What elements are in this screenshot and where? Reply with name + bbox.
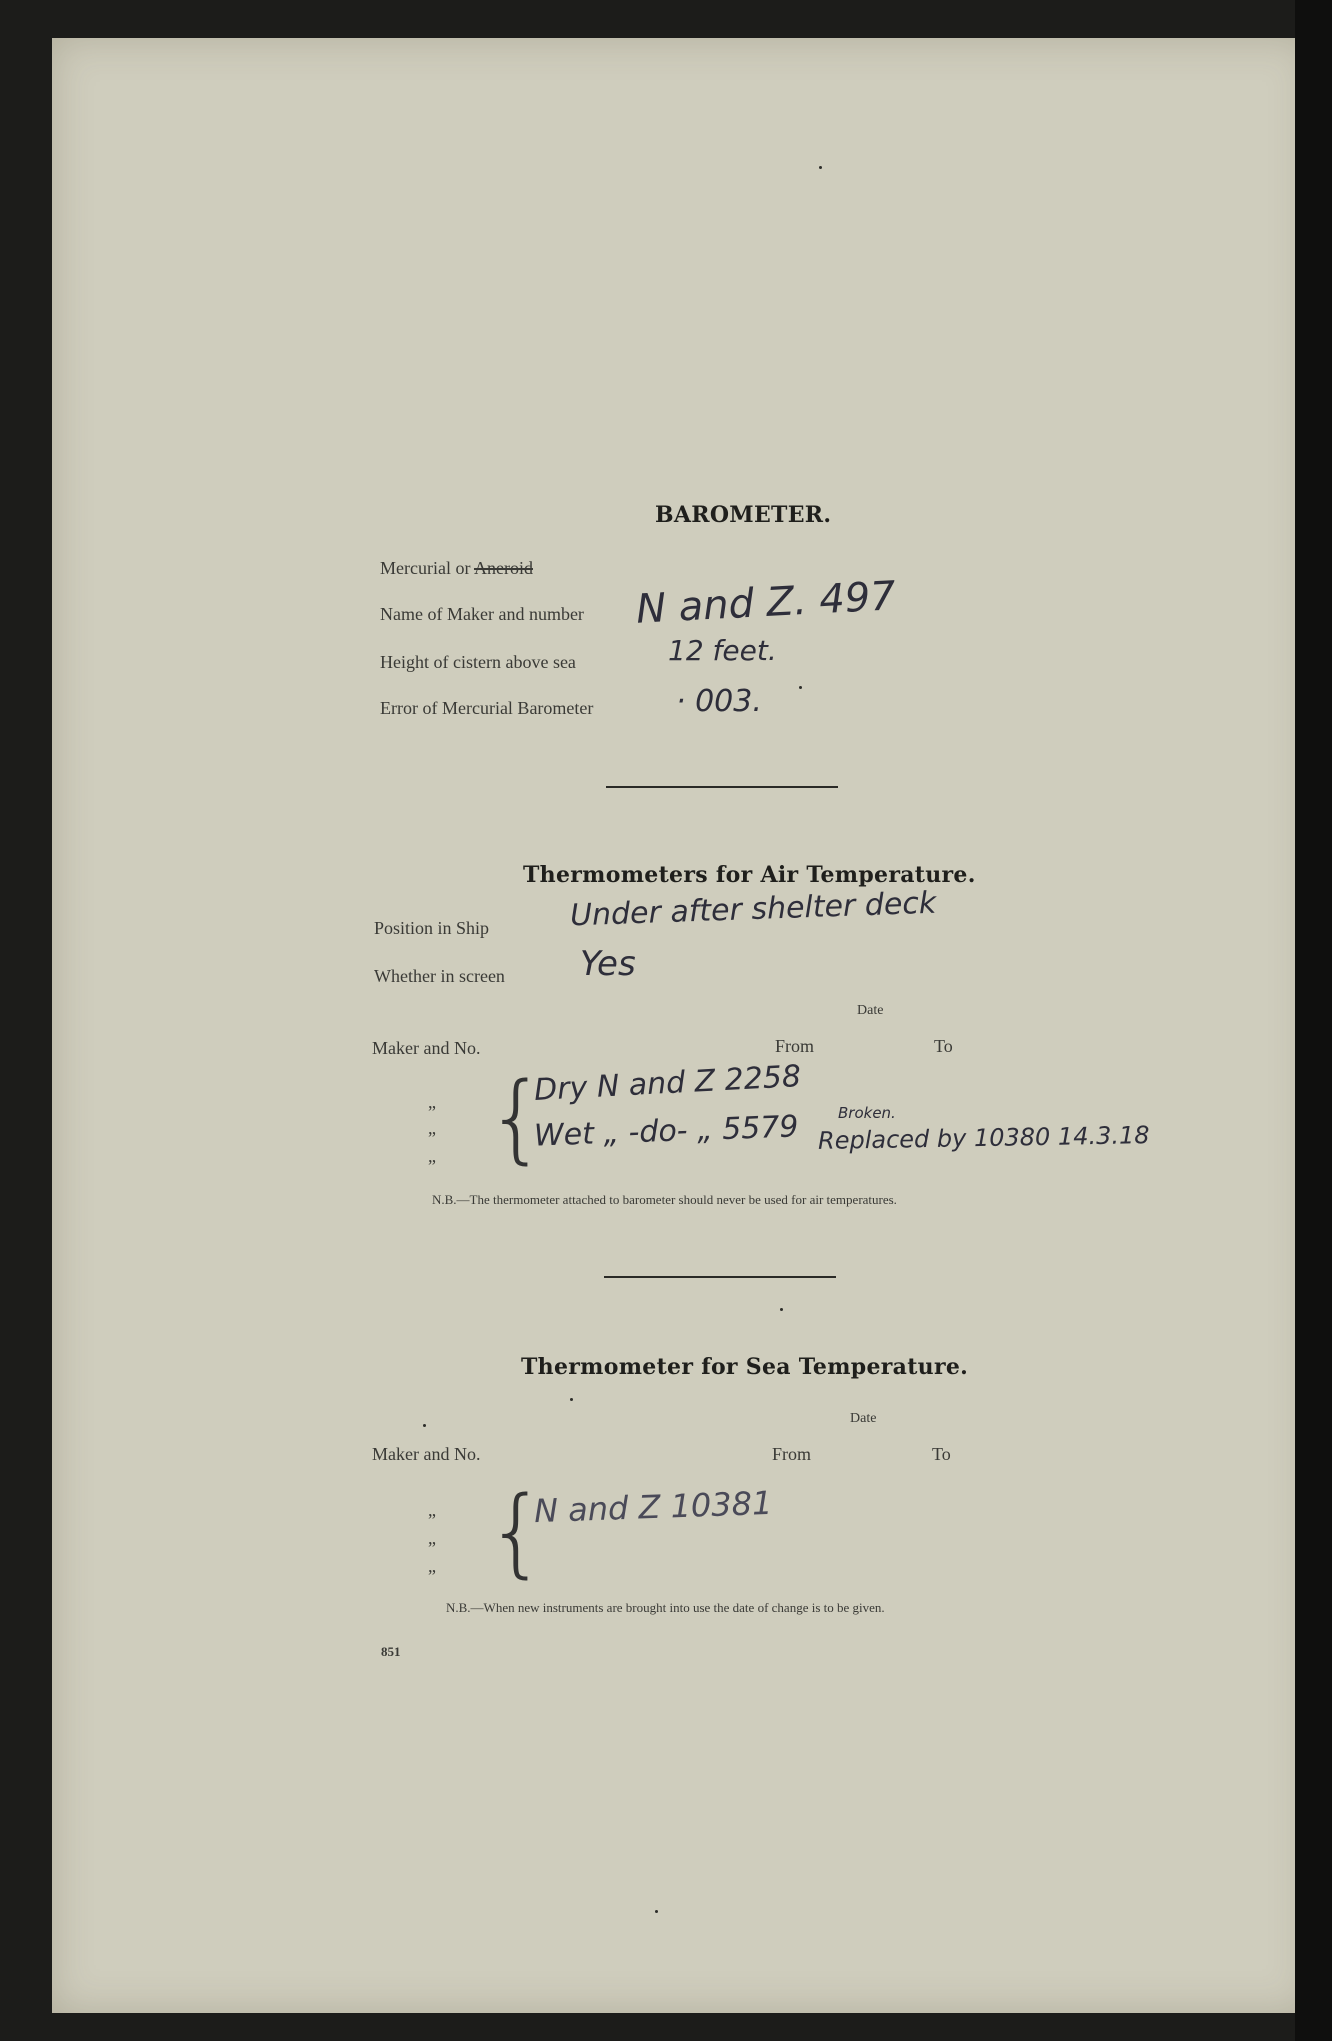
form-page — [52, 38, 1310, 2013]
sea-from-label: From — [772, 1444, 812, 1464]
paper-speck — [570, 1398, 573, 1401]
broken-note: Broken. — [838, 1104, 896, 1122]
ditto-mark: „ — [428, 1556, 436, 1576]
ditto-mark: „ — [428, 1528, 436, 1548]
air-from-label: From — [775, 1036, 815, 1056]
barometer-title: BAROMETER. — [655, 502, 832, 528]
height-value: 12 feet. — [668, 634, 777, 667]
air-maker-label: Maker and No. — [372, 1038, 481, 1058]
error-value: · 003. — [676, 684, 762, 719]
sea-note: N.B.—When new instruments are brought into use the date of change is to be given. — [446, 1600, 885, 1615]
brace-icon: { — [486, 1062, 548, 1174]
ditto-mark: „ — [428, 1118, 436, 1138]
sea-thermometer-title: Thermometer for Sea Temperature. — [521, 1354, 969, 1380]
screen-value: Yes — [580, 944, 636, 984]
position-value: Under after shelter deck — [569, 885, 937, 934]
mercurial-label — [380, 558, 533, 579]
ditto-mark: „ — [428, 1500, 436, 1520]
height-label: Height of cistern above sea — [380, 652, 576, 672]
brace-icon: { — [486, 1476, 548, 1588]
sea-maker-label: Maker and No. — [372, 1444, 481, 1464]
air-to-label: To — [934, 1036, 953, 1056]
sea-thermometer-entry: N and Z 10381 — [533, 1483, 773, 1531]
dry-thermometer-entry: Dry N and Z 2258 — [533, 1059, 802, 1108]
paper-speck — [423, 1424, 426, 1427]
aneroid-struck-text: Aneroid — [473, 558, 533, 578]
form-number: 851 — [381, 1644, 401, 1659]
air-note: N.B.—The thermometer attached to barometer should never be used for air temperatures. — [432, 1192, 897, 1207]
maker-label: Name of Maker and number — [380, 604, 584, 624]
section-divider — [604, 1276, 836, 1278]
sea-date-header: Date — [850, 1411, 877, 1426]
paper-speck — [780, 1308, 783, 1311]
ditto-mark: „ — [428, 1146, 436, 1166]
mercurial-text: Mercurial or — [380, 558, 471, 578]
paper-speck — [799, 686, 802, 689]
replaced-note: Replaced by 10380 14.3.18 — [817, 1121, 1150, 1155]
air-date-header: Date — [857, 1003, 884, 1018]
maker-value: N and Z. 497 — [634, 573, 897, 633]
error-label: Error of Mercurial Barometer — [380, 698, 594, 718]
position-label: Position in Ship — [374, 918, 490, 938]
section-divider — [606, 786, 838, 788]
paper-speck — [655, 1910, 658, 1913]
sea-to-label: To — [932, 1444, 951, 1464]
wet-thermometer-entry: Wet „ -do- „ 5579 — [533, 1109, 800, 1154]
paper-speck — [819, 166, 822, 169]
screen-label: Whether in screen — [374, 966, 505, 986]
air-thermometers-title: Thermometers for Air Temperature. — [523, 862, 976, 888]
ditto-mark: „ — [428, 1092, 436, 1112]
binding-shadow — [1295, 0, 1332, 2041]
